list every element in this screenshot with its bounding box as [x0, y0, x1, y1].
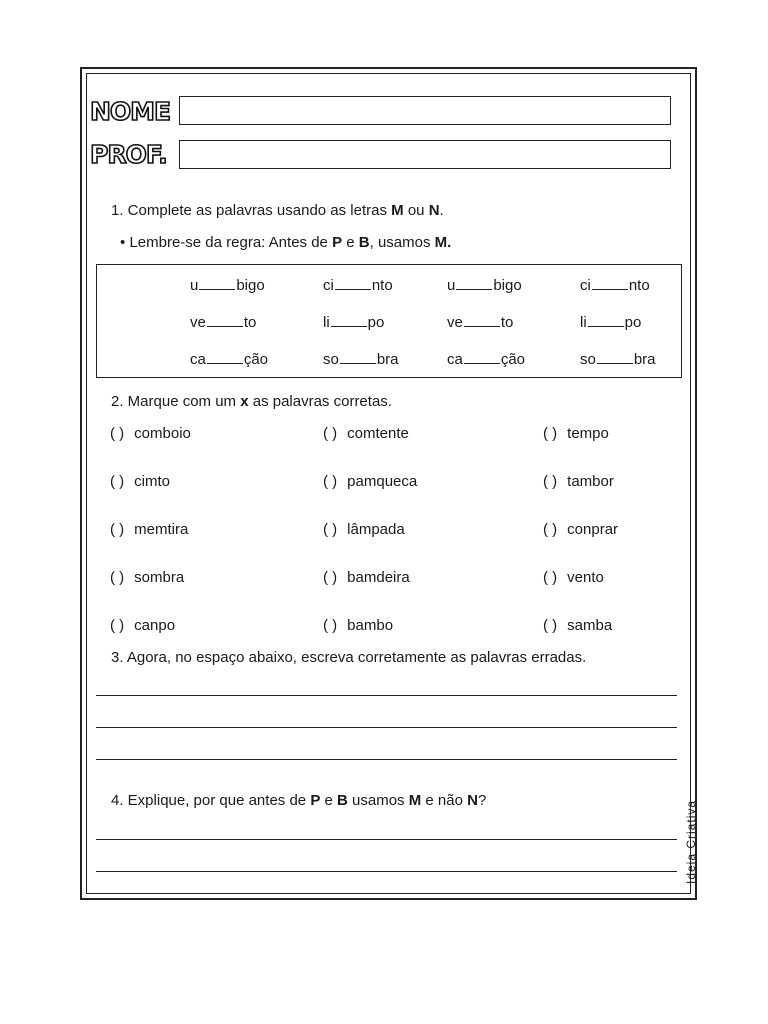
option-label: pamqueca [347, 473, 418, 490]
option-label: comboio [134, 425, 191, 442]
q3-instruction: 3. Agora, no espaço abaixo, escreva corretamente as palavras erradas. [111, 649, 587, 666]
word-end: bigo [236, 277, 265, 294]
q1-rule: • Lembre-se da regra: Antes de P e B, usamos M. [120, 234, 452, 251]
prof-label: PROF. [90, 140, 167, 169]
prof-field[interactable] [179, 140, 671, 169]
option-label: cimto [134, 473, 171, 490]
letter-blank[interactable] [331, 314, 367, 327]
word-start: ci [323, 277, 334, 294]
word-end: ção [500, 351, 526, 368]
option-label: bambo [347, 617, 394, 634]
word-option[interactable] [323, 617, 393, 635]
word-option[interactable] [543, 473, 614, 491]
letter-blank[interactable] [592, 277, 628, 290]
word-start: li [580, 314, 587, 331]
checkbox-paren[interactable]: ( ) [543, 617, 558, 634]
word-item [190, 351, 268, 369]
option-label: samba [567, 617, 613, 634]
word-start: ca [190, 351, 206, 368]
word-start: li [323, 314, 330, 331]
word-item [323, 351, 399, 369]
word-start: u [447, 277, 456, 294]
checkbox-paren[interactable]: ( ) [543, 473, 558, 490]
word-item [190, 277, 265, 295]
letter-blank[interactable] [207, 314, 243, 327]
checkbox-paren[interactable]: ( ) [323, 617, 338, 634]
name-field[interactable] [179, 96, 671, 125]
word-option[interactable] [110, 617, 175, 635]
word-item [580, 351, 656, 369]
checkbox-paren[interactable]: ( ) [110, 569, 125, 586]
answer-line[interactable] [96, 871, 677, 872]
letter-blank[interactable] [207, 351, 243, 364]
letter-blank[interactable] [464, 314, 500, 327]
word-end: to [500, 314, 514, 331]
word-end: nto [371, 277, 393, 294]
q1-instruction: 1. Complete as palavras usando as letras M ou N. [111, 202, 444, 219]
word-item [447, 351, 525, 369]
word-end: bra [633, 351, 656, 368]
checkbox-paren[interactable]: ( ) [323, 569, 338, 586]
q4-instruction: 4. Explique, por que antes de P e B usamos M e não N? [111, 792, 487, 809]
checkbox-paren[interactable]: ( ) [543, 425, 558, 442]
word-option[interactable] [543, 425, 609, 443]
option-label: memtira [134, 521, 189, 538]
word-end: nto [628, 277, 650, 294]
option-label: canpo [134, 617, 176, 634]
word-start: so [580, 351, 596, 368]
word-start: ve [190, 314, 206, 331]
checkbox-paren[interactable]: ( ) [110, 425, 125, 442]
checkbox-paren[interactable]: ( ) [323, 425, 338, 442]
word-option[interactable] [323, 473, 417, 491]
checkbox-paren[interactable]: ( ) [110, 521, 125, 538]
word-option[interactable] [110, 521, 188, 539]
word-option[interactable] [543, 617, 612, 635]
word-end: bra [376, 351, 399, 368]
checkbox-paren[interactable]: ( ) [323, 473, 338, 490]
letter-blank[interactable] [597, 351, 633, 364]
word-end: po [624, 314, 642, 331]
word-item [447, 314, 513, 332]
word-item [190, 314, 256, 332]
option-label: tempo [567, 425, 609, 442]
word-end: po [367, 314, 385, 331]
letter-blank[interactable] [456, 277, 492, 290]
word-option[interactable] [323, 425, 409, 443]
word-option[interactable] [110, 473, 170, 491]
answer-line[interactable] [96, 695, 677, 696]
word-option[interactable] [110, 425, 191, 443]
option-label: tambor [567, 473, 614, 490]
option-label: comtente [347, 425, 409, 442]
word-end: bigo [493, 277, 522, 294]
word-start: so [323, 351, 339, 368]
answer-line[interactable] [96, 839, 677, 840]
word-item [447, 277, 522, 295]
q2-instruction: 2. Marque com um x as palavras corretas. [111, 393, 392, 410]
word-item [580, 277, 650, 295]
option-label: vento [567, 569, 604, 586]
option-label: lâmpada [347, 521, 405, 538]
checkbox-paren[interactable]: ( ) [323, 521, 338, 538]
word-start: ve [447, 314, 463, 331]
word-item [580, 314, 641, 332]
word-start: u [190, 277, 199, 294]
brand-watermark: Ideia Criativa [684, 799, 698, 884]
word-option[interactable] [323, 521, 405, 539]
word-item [323, 314, 384, 332]
word-option[interactable] [543, 569, 604, 587]
word-end: to [243, 314, 257, 331]
letter-blank[interactable] [588, 314, 624, 327]
word-start: ci [580, 277, 591, 294]
option-label: sombra [134, 569, 185, 586]
word-option[interactable] [543, 521, 618, 539]
checkbox-paren[interactable]: ( ) [110, 473, 125, 490]
word-start: ca [447, 351, 463, 368]
word-option[interactable] [323, 569, 410, 587]
letter-blank[interactable] [335, 277, 371, 290]
checkbox-paren[interactable]: ( ) [110, 617, 125, 634]
answer-line[interactable] [96, 727, 677, 728]
word-option[interactable] [110, 569, 184, 587]
letter-blank[interactable] [340, 351, 376, 364]
option-label: bamdeira [347, 569, 410, 586]
checkbox-paren[interactable]: ( ) [543, 569, 558, 586]
option-label: conprar [567, 521, 619, 538]
word-item [323, 277, 393, 295]
name-label: NOME [90, 97, 171, 126]
letter-blank[interactable] [464, 351, 500, 364]
letter-blank[interactable] [199, 277, 235, 290]
answer-line[interactable] [96, 759, 677, 760]
checkbox-paren[interactable]: ( ) [543, 521, 558, 538]
word-end: ção [243, 351, 269, 368]
